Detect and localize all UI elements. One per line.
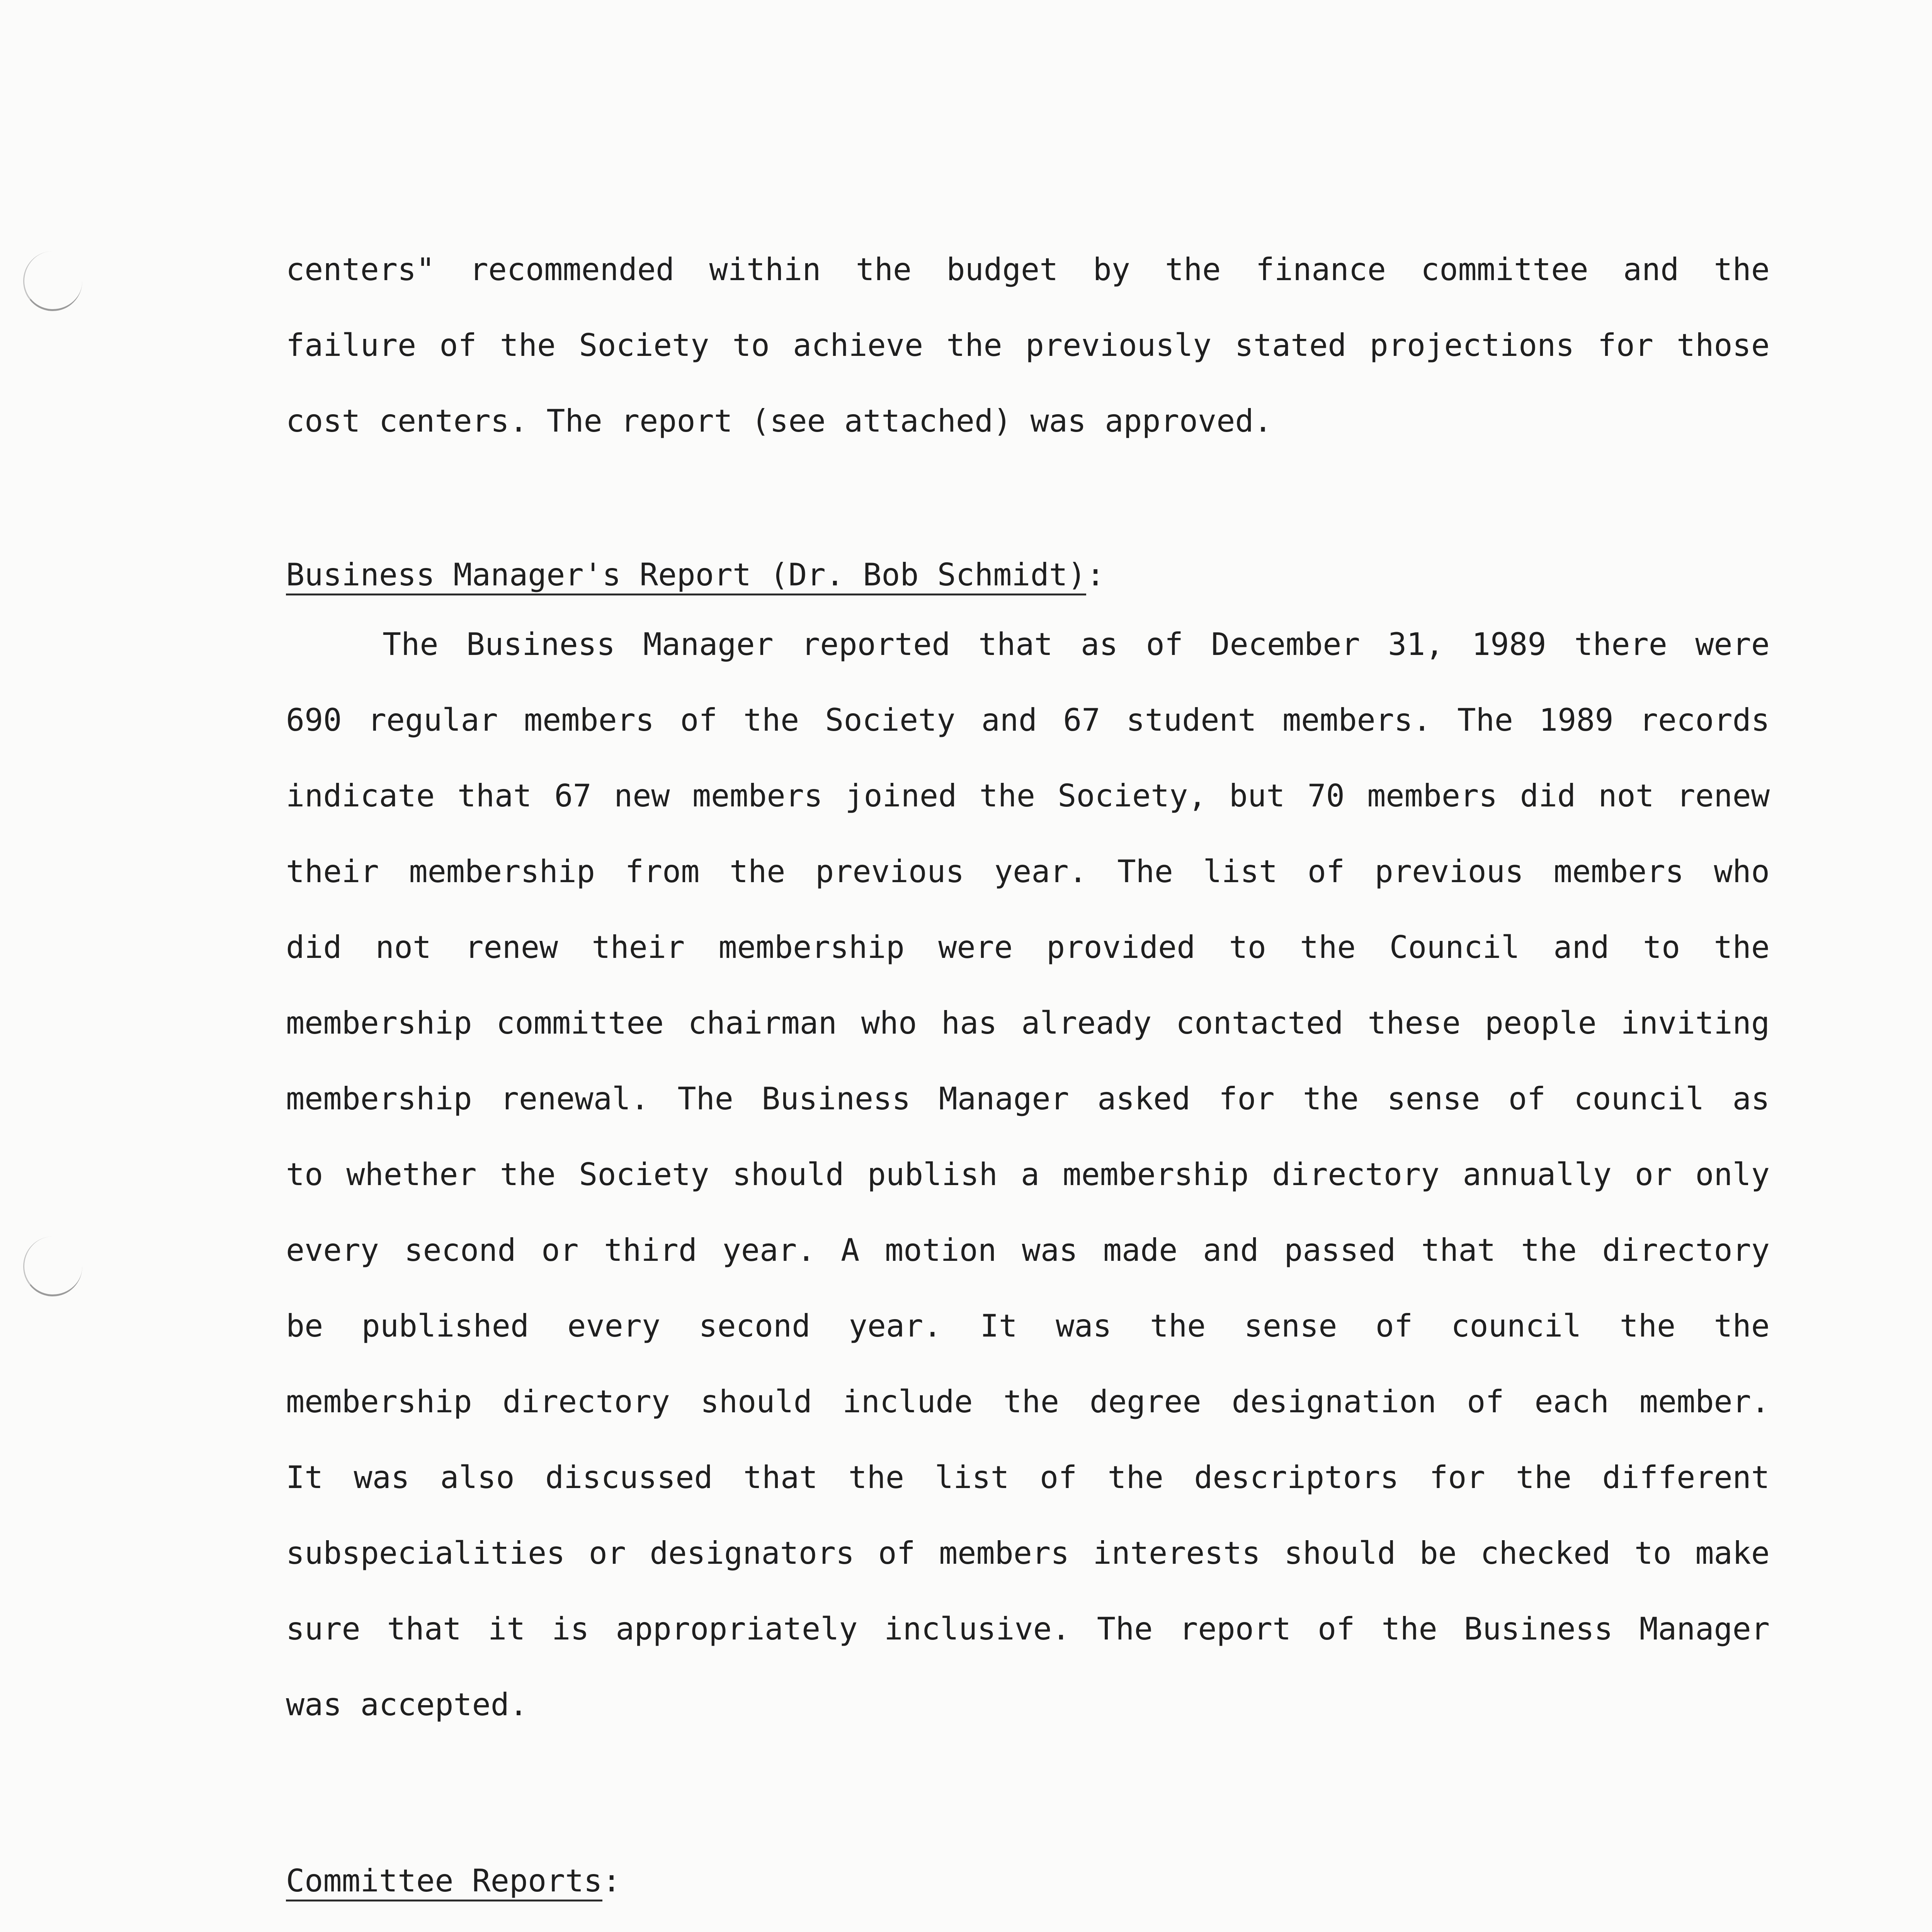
text-line: sure that it is appropriately inclusive. The report of the Business Manager	[286, 1611, 1770, 1647]
text-line: centers" recommended within the budget by the finance committee and the	[286, 252, 1770, 287]
text-line: 690 regular members of the Society and 67 student members. The 1989 records	[286, 702, 1770, 738]
committee-reports-heading-block	[286, 1843, 1770, 1919]
text-line: The Business Manager reported that as of December 31, 1989 there were	[383, 626, 1770, 662]
business-manager-heading-block	[286, 537, 1770, 613]
text-line: failure of the Society to achieve the previously stated projections for those	[286, 327, 1770, 363]
text-line: membership directory should include the degree designation of each member.	[286, 1384, 1770, 1420]
text-line: every second or third year. A motion was made and passed that the directory	[286, 1232, 1770, 1268]
continued-paragraph	[286, 232, 1770, 459]
heading-colon: :	[1086, 557, 1105, 593]
punch-hole-middle	[23, 1236, 82, 1296]
text-line: their membership from the previous year. The list of previous members who	[286, 854, 1770, 889]
business-manager-paragraph	[286, 607, 1770, 1743]
business-manager-heading: Business Manager's Report (Dr. Bob Schmidt)	[286, 556, 1086, 595]
text-line: to whether the Society should publish a membership directory annually or only	[286, 1156, 1770, 1192]
text-line: It was also discussed that the list of the descriptors for the different	[286, 1459, 1770, 1495]
text-line: subspecialities or designators of members interests should be checked to make	[286, 1535, 1770, 1571]
text-line: cost centers. The report (see attached) was approved.	[286, 403, 1272, 439]
text-line: was accepted.	[286, 1687, 528, 1723]
committee-reports-heading: Committee Reports	[286, 1862, 602, 1901]
text-line: membership committee chairman who has already contacted these people inviting	[286, 1005, 1770, 1041]
text-line: did not renew their membership were provided to the Council and to the	[286, 929, 1770, 965]
heading-colon: :	[602, 1863, 621, 1899]
text-line: be published every second year. It was the sense of council the the	[286, 1308, 1770, 1344]
punch-hole-top	[23, 251, 82, 311]
text-line: membership renewal. The Business Manager asked for the sense of council as	[286, 1081, 1770, 1117]
text-line: indicate that 67 new members joined the Society, but 70 members did not renew	[286, 778, 1770, 814]
